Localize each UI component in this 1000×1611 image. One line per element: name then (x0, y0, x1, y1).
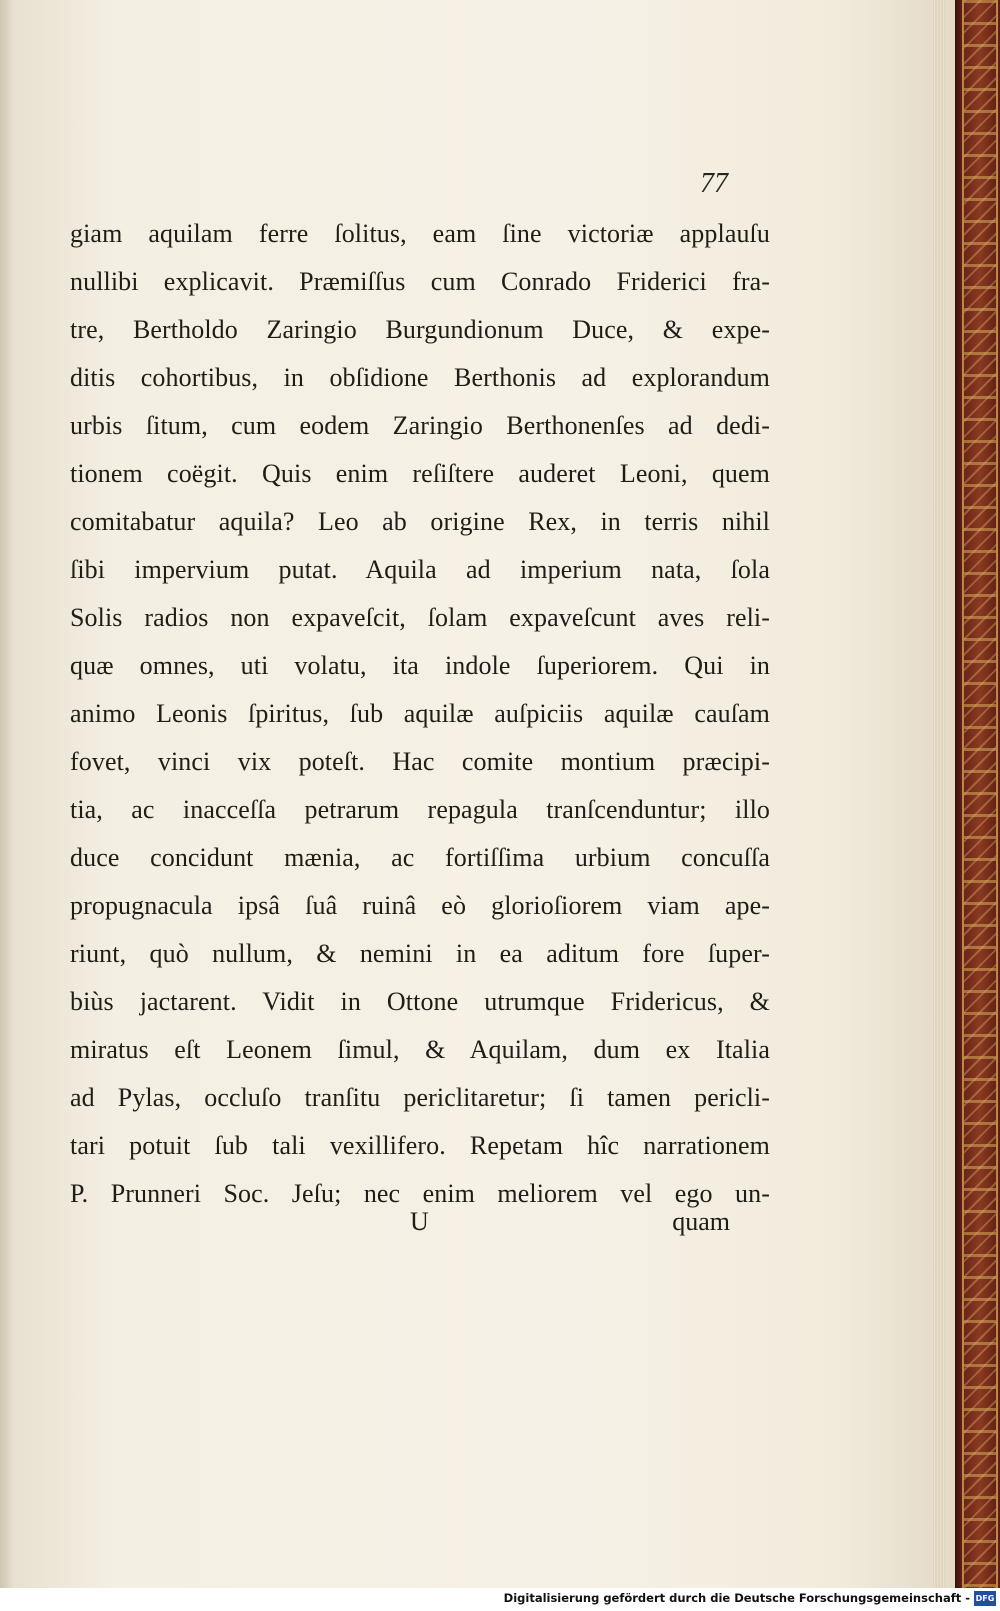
text-line: biùs jactarent. Vidit in Ottone utrumque Fridericus, & (70, 987, 770, 1016)
text-line: urbis ſitum, cum eodem Zaringio Berthonenſes ad dedi- (70, 411, 770, 440)
signature-mark: U (410, 1207, 429, 1236)
text-line: tre, Bertholdo Zaringio Burgundionum Duce, & expe- (70, 315, 770, 344)
text-line: propugnacula ipsâ ſuâ ruinâ eò glorioſiorem viam ape- (70, 891, 770, 920)
text-line: miratus eſt Leonem ſimul, & Aquilam, dum ex Italia (70, 1035, 770, 1064)
dfg-logo-icon: DFG (974, 1591, 996, 1606)
text-line: ſibi impervium putat. Aquila ad imperium nata, ſola (70, 555, 770, 584)
text-line: duce concidunt mænia, ac fortiſſima urbium concuſſa (70, 843, 770, 872)
text-line: riunt, quò nullum, & nemini in ea aditum fore ſuper- (70, 939, 770, 968)
page-number: 77 (700, 168, 728, 199)
text-line: ad Pylas, occluſo tranſitu periclitaretur; ſi tamen pericli- (70, 1083, 770, 1112)
funding-credit: Digitalisierung gefördert durch die Deutsche Forschungsgemeinschaft - (503, 1591, 970, 1605)
body-text (70, 210, 770, 1218)
text-line: P. Prunneri Soc. Jeſu; nec enim meliorem vel ego un- (70, 1179, 770, 1208)
text-line: Solis radios non expaveſcit, ſolam expaveſcunt aves reli- (70, 603, 770, 632)
text-line: tari potuit ſub tali vexillifero. Repetam hîc narrationem (70, 1131, 770, 1160)
digitization-footer (0, 1588, 1000, 1611)
page-footer-marks (70, 1198, 770, 1246)
text-line: animo Leonis ſpiritus, ſub aquilæ auſpiciis aquilæ cauſam (70, 699, 770, 728)
catchword: quam (672, 1207, 730, 1236)
text-line: quæ omnes, uti volatu, ita indole ſuperiorem. Qui in (70, 651, 770, 680)
text-line: comitabatur aquila? Leo ab origine Rex, in terris nihil (70, 507, 770, 536)
text-line: fovet, vinci vix poteſt. Hac comite montium præcipi- (70, 747, 770, 776)
left-page-edge (0, 0, 14, 1588)
text-line: tionem coëgit. Quis enim reſiſtere auderet Leoni, quem (70, 459, 770, 488)
text-line: tia, ac inacceſſa petrarum repagula tranſcenduntur; illo (70, 795, 770, 824)
text-line: ditis cohortibus, in obſidione Berthonis ad explorandum (70, 363, 770, 392)
decorative-binding-pattern (962, 0, 998, 1588)
text-line: nullibi explicavit. Præmiſſus cum Conrado Friderici fra- (70, 267, 770, 296)
text-line: giam aquilam ferre ſolitus, eam ſine victoriæ applauſu (70, 219, 770, 248)
page-fore-edge (933, 0, 945, 1588)
